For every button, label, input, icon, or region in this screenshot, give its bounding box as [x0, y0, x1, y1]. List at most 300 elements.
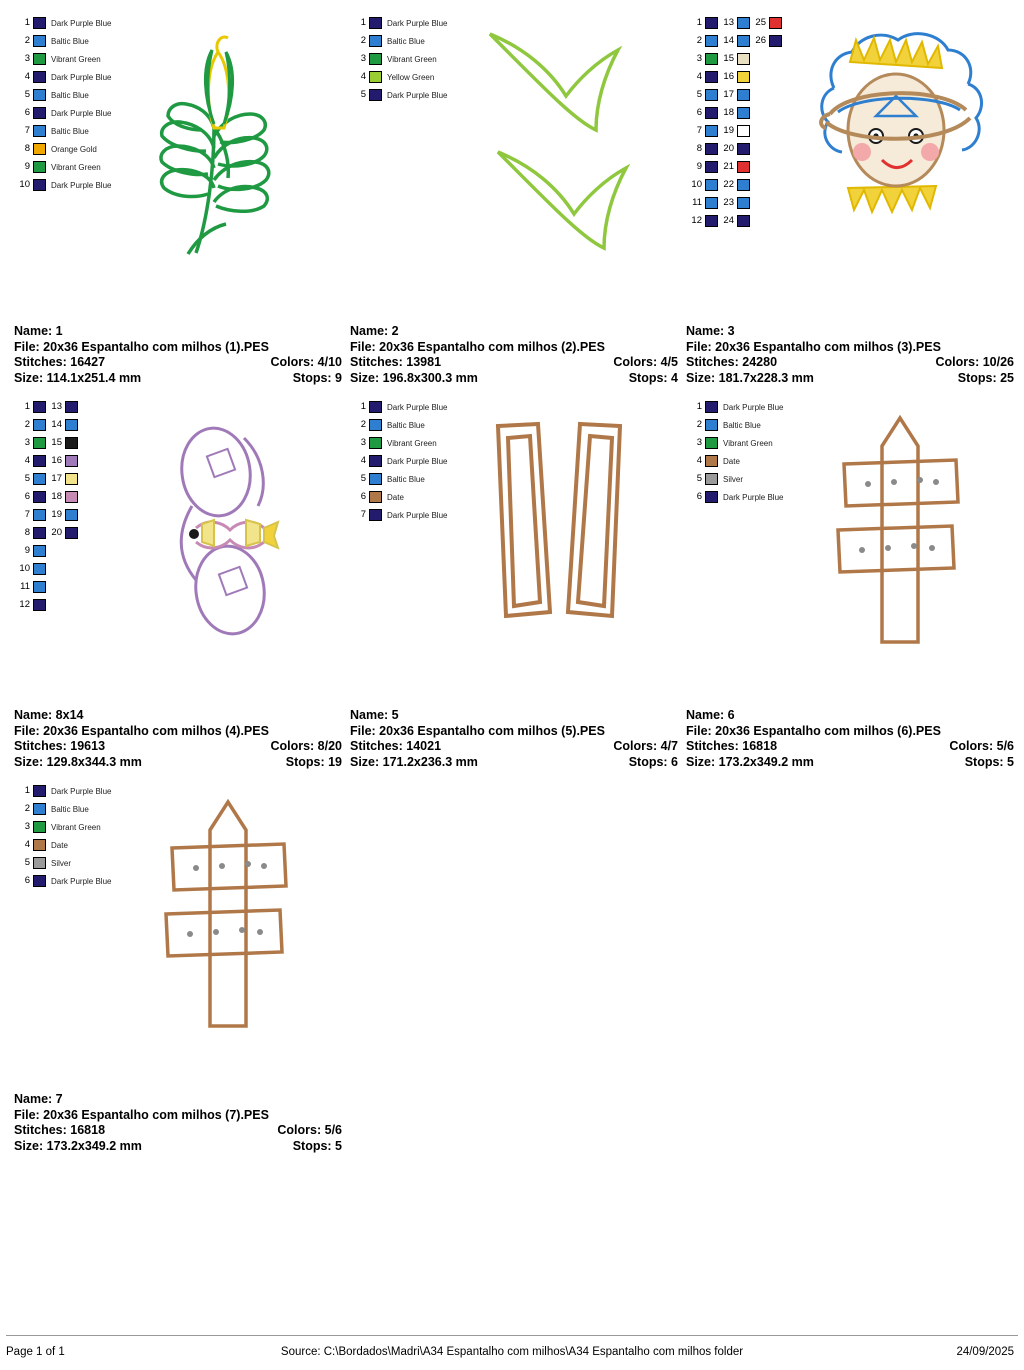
color-swatch: [33, 785, 46, 797]
palette-row: [718, 50, 750, 68]
palette-index: 16: [723, 71, 734, 82]
design-colors: Colors: 5/6: [949, 739, 1014, 753]
palette-index: 4: [360, 455, 366, 466]
design-name: Name: 3: [686, 324, 735, 338]
palette-index: 2: [696, 35, 702, 46]
color-swatch: [369, 491, 382, 503]
palette-index: 4: [696, 455, 702, 466]
palette-row: [718, 68, 750, 86]
design-size: Size: 173.2x349.2 mm: [14, 1138, 142, 1153]
palette-row: [14, 524, 46, 542]
color-swatch: [65, 473, 78, 485]
palette-index: 6: [696, 107, 702, 118]
color-swatch: [33, 599, 46, 611]
design-art-area: [14, 398, 342, 708]
palette-row: [350, 452, 447, 470]
palette-index: 6: [24, 875, 30, 886]
color-name: Dark Purple Blue: [51, 180, 112, 190]
palette-row: [14, 104, 111, 122]
palette-row: [46, 398, 78, 416]
palette-row: [14, 434, 46, 452]
design-colors: Colors: 4/7: [613, 739, 678, 753]
color-swatch: [33, 545, 46, 557]
color-swatch: [369, 71, 382, 83]
palette-index: 1: [24, 401, 30, 412]
palette-row: [350, 50, 447, 68]
color-swatch: [33, 821, 46, 833]
palette-row: [14, 398, 46, 416]
color-swatch: [65, 401, 78, 413]
palette-row: [14, 800, 111, 818]
palette-row: [46, 506, 78, 524]
design-info: [14, 708, 342, 770]
palette-index: 2: [24, 35, 30, 46]
palette-index: 5: [360, 473, 366, 484]
palette-row: [350, 398, 447, 416]
color-swatch: [33, 53, 46, 65]
palette-row: [686, 452, 783, 470]
color-swatch: [33, 179, 46, 191]
color-swatch: [33, 839, 46, 851]
design-preview-scarecrow-head: [790, 18, 1010, 268]
palette-row: [686, 122, 718, 140]
palette-index: 10: [19, 563, 30, 574]
design-colors: Colors: 4/10: [270, 355, 342, 369]
color-name: Vibrant Green: [387, 438, 437, 448]
palette-row: [350, 32, 447, 50]
palette-index: 20: [723, 143, 734, 154]
palette-column: [46, 398, 78, 614]
color-name: Silver: [723, 474, 744, 484]
design-file: File: 20x36 Espantalho com milhos (7).PES: [14, 1107, 269, 1122]
color-swatch: [65, 509, 78, 521]
design-preview-corn: [118, 18, 338, 268]
design-cell: [686, 14, 1022, 386]
color-name: Dark Purple Blue: [51, 108, 112, 118]
color-name: Baltic Blue: [387, 420, 425, 430]
palette-row: [718, 32, 750, 50]
color-name: Yellow Green: [387, 72, 435, 82]
color-name: Vibrant Green: [387, 54, 437, 64]
palette-row: [46, 524, 78, 542]
design-file: File: 20x36 Espantalho com milhos (3).PES: [686, 339, 941, 354]
design-preview-signpost: [790, 402, 1010, 652]
palette-index: 18: [51, 491, 62, 502]
color-swatch: [737, 17, 750, 29]
palette-column: [686, 14, 718, 230]
palette-row: [46, 488, 78, 506]
color-swatch: [369, 53, 382, 65]
color-name: Baltic Blue: [51, 90, 89, 100]
palette-index: 17: [51, 473, 62, 484]
color-swatch: [737, 35, 750, 47]
color-palette: [350, 14, 447, 104]
palette-row: [14, 470, 46, 488]
palette-index: 2: [24, 419, 30, 430]
palette-row: [718, 86, 750, 104]
palette-column: [686, 398, 783, 506]
palette-index: 26: [755, 35, 766, 46]
color-swatch: [705, 89, 718, 101]
color-swatch: [737, 125, 750, 137]
palette-row: [686, 140, 718, 158]
palette-index: 6: [24, 491, 30, 502]
palette-index: 8: [696, 143, 702, 154]
color-name: Dark Purple Blue: [51, 876, 112, 886]
design-art-area: [686, 398, 1014, 708]
palette-index: 11: [20, 581, 30, 592]
design-name: Name: 7: [14, 1092, 63, 1106]
palette-index: 18: [723, 107, 734, 118]
palette-index: 14: [723, 35, 734, 46]
palette-row: [686, 194, 718, 212]
color-swatch: [705, 215, 718, 227]
palette-column: [14, 14, 111, 194]
design-info: [350, 324, 678, 386]
palette-index: 9: [24, 545, 30, 556]
color-swatch: [369, 401, 382, 413]
palette-index: 4: [696, 71, 702, 82]
design-name: Name: 6: [686, 708, 735, 722]
design-size: Size: 171.2x236.3 mm: [350, 754, 478, 769]
palette-row: [686, 398, 783, 416]
design-art-area: [350, 14, 678, 324]
color-swatch: [369, 509, 382, 521]
palette-row: [14, 158, 111, 176]
color-swatch: [369, 473, 382, 485]
design-cell: [686, 398, 1022, 770]
color-name: Date: [51, 840, 68, 850]
palette-row: [14, 596, 46, 614]
design-stops: Stops: 9: [292, 370, 342, 385]
palette-row: [46, 470, 78, 488]
palette-row: [686, 488, 783, 506]
design-stitches: Stitches: 13981: [350, 355, 442, 369]
palette-index: 15: [723, 53, 734, 64]
design-info: [350, 708, 678, 770]
palette-row: [718, 140, 750, 158]
palette-row: [750, 32, 782, 50]
palette-index: 6: [24, 107, 30, 118]
color-name: Vibrant Green: [51, 162, 101, 172]
palette-row: [350, 470, 447, 488]
page-number: Page 1 of 1: [6, 1346, 65, 1358]
color-name: Dark Purple Blue: [51, 72, 112, 82]
palette-row: [718, 122, 750, 140]
palette-index: 5: [24, 473, 30, 484]
design-stitches: Stitches: 19613: [14, 739, 106, 753]
footer-divider: [6, 1335, 1018, 1336]
design-stops: Stops: 5: [964, 754, 1014, 769]
design-stitches: Stitches: 14021: [350, 739, 442, 753]
palette-index: 17: [723, 89, 734, 100]
palette-column: [14, 782, 111, 890]
design-cell: [350, 14, 686, 386]
color-name: Vibrant Green: [51, 54, 101, 64]
color-swatch: [705, 455, 718, 467]
palette-row: [718, 14, 750, 32]
palette-index: 12: [19, 599, 30, 610]
color-palette: [686, 14, 782, 230]
palette-row: [350, 488, 447, 506]
palette-index: 7: [24, 509, 30, 520]
color-name: Dark Purple Blue: [723, 492, 784, 502]
palette-row: [14, 560, 46, 578]
palette-row: [14, 50, 111, 68]
color-name: Orange Gold: [51, 144, 97, 154]
color-name: Baltic Blue: [51, 126, 89, 136]
design-info: [14, 324, 342, 386]
palette-index: 3: [360, 53, 366, 64]
color-swatch: [33, 89, 46, 101]
color-palette: [686, 398, 783, 506]
design-size: Size: 196.8x300.3 mm: [350, 370, 478, 385]
design-colors: Colors: 8/20: [270, 739, 342, 753]
color-name: Baltic Blue: [387, 36, 425, 46]
palette-row: [750, 14, 782, 32]
color-palette: [14, 398, 78, 614]
design-file: File: 20x36 Espantalho com milhos (1).PES: [14, 339, 269, 354]
palette-index: 8: [24, 527, 30, 538]
design-colors: Colors: 4/5: [613, 355, 678, 369]
palette-index: 1: [696, 17, 702, 28]
palette-row: [14, 86, 111, 104]
palette-index: 22: [723, 179, 734, 190]
palette-row: [718, 194, 750, 212]
palette-row: [14, 818, 111, 836]
color-swatch: [33, 563, 46, 575]
design-size: Size: 129.8x344.3 mm: [14, 754, 142, 769]
design-stitches: Stitches: 16427: [14, 355, 106, 369]
design-stitches: Stitches: 16818: [686, 739, 778, 753]
palette-index: 6: [360, 491, 366, 502]
palette-row: [686, 416, 783, 434]
palette-row: [14, 782, 111, 800]
palette-index: 1: [360, 17, 366, 28]
color-swatch: [33, 17, 46, 29]
palette-index: 2: [360, 35, 366, 46]
palette-row: [686, 104, 718, 122]
palette-row: [350, 416, 447, 434]
palette-index: 6: [696, 491, 702, 502]
palette-index: 4: [24, 839, 30, 850]
design-name: Name: 2: [350, 324, 399, 338]
palette-column: [350, 14, 447, 104]
palette-row: [14, 122, 111, 140]
color-swatch: [33, 527, 46, 539]
design-art-area: [686, 14, 1014, 324]
color-name: Silver: [51, 858, 72, 868]
color-swatch: [705, 143, 718, 155]
color-swatch: [705, 161, 718, 173]
palette-index: 5: [360, 89, 366, 100]
color-swatch: [369, 455, 382, 467]
design-name: Name: 8x14: [14, 708, 84, 722]
palette-index: 11: [692, 197, 702, 208]
color-swatch: [705, 107, 718, 119]
color-swatch: [705, 71, 718, 83]
color-swatch: [705, 53, 718, 65]
palette-row: [718, 212, 750, 230]
palette-row: [686, 158, 718, 176]
color-swatch: [33, 401, 46, 413]
design-cell: [14, 782, 350, 1154]
design-stops: Stops: 6: [628, 754, 678, 769]
palette-row: [718, 104, 750, 122]
design-file: File: 20x36 Espantalho com milhos (2).PES: [350, 339, 605, 354]
color-swatch: [737, 53, 750, 65]
color-swatch: [33, 419, 46, 431]
palette-row: [350, 506, 447, 524]
palette-index: 20: [51, 527, 62, 538]
palette-row: [686, 434, 783, 452]
palette-index: 3: [360, 437, 366, 448]
palette-row: [14, 14, 111, 32]
color-swatch: [705, 419, 718, 431]
palette-index: 3: [696, 53, 702, 64]
palette-row: [686, 68, 718, 86]
color-palette: [350, 398, 447, 524]
palette-index: 9: [24, 161, 30, 172]
palette-row: [350, 14, 447, 32]
palette-column: [350, 398, 447, 524]
color-name: Baltic Blue: [51, 36, 89, 46]
palette-index: 19: [723, 125, 734, 136]
color-swatch: [737, 197, 750, 209]
color-swatch: [33, 473, 46, 485]
palette-row: [14, 452, 46, 470]
color-name: Date: [723, 456, 740, 466]
design-preview-planks: [454, 402, 674, 652]
design-preview-glasses: [118, 402, 338, 652]
color-swatch: [33, 803, 46, 815]
color-swatch: [33, 875, 46, 887]
palette-row: [14, 488, 46, 506]
color-swatch: [705, 125, 718, 137]
palette-index: 7: [696, 125, 702, 136]
palette-column: [750, 14, 782, 230]
palette-index: 14: [51, 419, 62, 430]
color-swatch: [705, 401, 718, 413]
palette-row: [686, 50, 718, 68]
design-stops: Stops: 19: [285, 754, 342, 769]
palette-row: [46, 416, 78, 434]
design-size: Size: 181.7x228.3 mm: [686, 370, 814, 385]
color-name: Dark Purple Blue: [387, 510, 448, 520]
color-name: Dark Purple Blue: [51, 786, 112, 796]
color-name: Dark Purple Blue: [387, 90, 448, 100]
color-swatch: [33, 857, 46, 869]
page-footer: [0, 1346, 1024, 1362]
palette-index: 21: [723, 161, 734, 172]
design-preview-leaves: [454, 18, 674, 268]
palette-index: 4: [24, 71, 30, 82]
palette-index: 3: [24, 821, 30, 832]
design-stops: Stops: 25: [957, 370, 1014, 385]
design-file: File: 20x36 Espantalho com milhos (5).PES: [350, 723, 605, 738]
palette-row: [718, 176, 750, 194]
palette-row: [14, 140, 111, 158]
color-swatch: [737, 89, 750, 101]
palette-row: [350, 434, 447, 452]
color-swatch: [65, 437, 78, 449]
color-swatch: [705, 473, 718, 485]
design-grid: [14, 14, 1024, 1166]
color-swatch: [705, 197, 718, 209]
color-name: Baltic Blue: [387, 474, 425, 484]
color-palette: [14, 14, 111, 194]
palette-index: 3: [696, 437, 702, 448]
palette-index: 8: [24, 143, 30, 154]
color-swatch: [65, 419, 78, 431]
palette-index: 4: [360, 71, 366, 82]
design-stops: Stops: 4: [628, 370, 678, 385]
color-swatch: [33, 161, 46, 173]
color-palette: [14, 782, 111, 890]
color-swatch: [33, 143, 46, 155]
color-swatch: [369, 35, 382, 47]
palette-row: [14, 836, 111, 854]
design-cell: [14, 398, 350, 770]
palette-row: [686, 176, 718, 194]
print-date: 24/09/2025: [956, 1346, 1014, 1358]
color-swatch: [705, 491, 718, 503]
design-art-area: [14, 782, 342, 1092]
color-swatch: [33, 107, 46, 119]
color-swatch: [705, 437, 718, 449]
color-swatch: [369, 419, 382, 431]
palette-index: 2: [360, 419, 366, 430]
color-name: Vibrant Green: [723, 438, 773, 448]
design-cell: [350, 398, 686, 770]
palette-row: [686, 32, 718, 50]
palette-row: [46, 452, 78, 470]
design-stitches: Stitches: 16818: [14, 1123, 106, 1137]
color-name: Dark Purple Blue: [387, 402, 448, 412]
color-swatch: [737, 215, 750, 227]
palette-row: [686, 470, 783, 488]
palette-row: [686, 14, 718, 32]
design-stops: Stops: 5: [292, 1138, 342, 1153]
color-swatch: [33, 491, 46, 503]
color-name: Dark Purple Blue: [723, 402, 784, 412]
source-path: Source: C:\Bordados\Madri\A34 Espantalho com milhos\A34 Espantalho com milhos folder: [280, 1346, 744, 1358]
color-swatch: [705, 179, 718, 191]
design-colors: Colors: 5/6: [277, 1123, 342, 1137]
color-swatch: [737, 71, 750, 83]
color-swatch: [737, 161, 750, 173]
color-swatch: [33, 509, 46, 521]
palette-row: [718, 158, 750, 176]
palette-index: 1: [24, 785, 30, 796]
color-swatch: [769, 35, 782, 47]
color-swatch: [705, 35, 718, 47]
color-name: Baltic Blue: [51, 804, 89, 814]
design-size: Size: 114.1x251.4 mm: [14, 370, 142, 385]
palette-index: 5: [696, 89, 702, 100]
palette-index: 5: [24, 89, 30, 100]
palette-index: 1: [696, 401, 702, 412]
palette-index: 12: [691, 215, 702, 226]
palette-index: 7: [360, 509, 366, 520]
palette-row: [14, 416, 46, 434]
palette-index: 16: [51, 455, 62, 466]
design-file: File: 20x36 Espantalho com milhos (4).PES: [14, 723, 269, 738]
palette-row: [14, 506, 46, 524]
palette-row: [14, 542, 46, 560]
palette-index: 23: [723, 197, 734, 208]
palette-index: 9: [696, 161, 702, 172]
